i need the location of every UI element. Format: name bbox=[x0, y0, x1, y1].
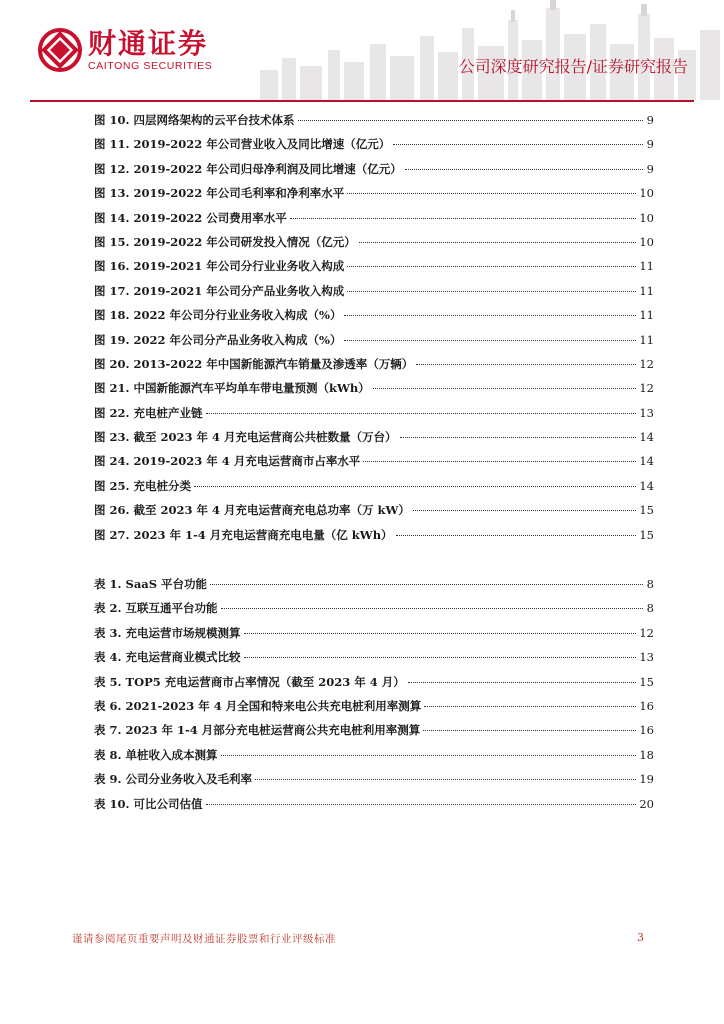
dot-leader bbox=[221, 755, 637, 756]
table-list bbox=[94, 576, 654, 820]
page-number: 3 bbox=[637, 931, 644, 944]
header-divider bbox=[30, 100, 694, 102]
table-toc-entry[interactable] bbox=[94, 747, 654, 771]
toc-entry-page: 9 bbox=[646, 161, 654, 176]
toc-entry-page: 14 bbox=[639, 454, 654, 469]
toc-entry-page: 16 bbox=[639, 698, 654, 713]
dot-leader bbox=[347, 193, 636, 194]
figure-toc-entry[interactable] bbox=[94, 478, 654, 502]
footer-disclaimer: 谨请参阅尾页重要声明及财通证券股票和行业评级标准 bbox=[72, 933, 336, 945]
figure-toc-entry[interactable] bbox=[94, 112, 654, 136]
dot-leader bbox=[344, 340, 636, 341]
table-toc-entry[interactable] bbox=[94, 625, 654, 649]
figure-toc-entry[interactable] bbox=[94, 527, 654, 551]
dot-leader bbox=[298, 120, 643, 121]
toc-entry-page: 15 bbox=[639, 674, 654, 689]
toc-entry-page: 11 bbox=[639, 332, 654, 347]
figure-toc-entry[interactable] bbox=[94, 429, 654, 453]
dot-leader bbox=[255, 779, 636, 780]
toc-entry-title: 图 14. 2019-2022 公司费用率水平 bbox=[94, 210, 287, 225]
report-type-label: 公司深度研究报告/证券研究报告 bbox=[458, 57, 688, 76]
toc-entry-title: 表 3. 充电运营市场规模测算 bbox=[94, 625, 241, 640]
dot-leader bbox=[373, 388, 637, 389]
toc-entry-page: 11 bbox=[639, 259, 654, 274]
toc-entry-title: 表 1. SaaS 平台功能 bbox=[94, 577, 208, 591]
figure-toc-entry[interactable] bbox=[94, 332, 654, 356]
toc-entry-page: 13 bbox=[639, 650, 654, 665]
dot-leader bbox=[290, 218, 637, 219]
toc-entry-title: 图 12. 2019-2022 年公司归母净利润及同比增速（亿元） bbox=[94, 161, 402, 176]
table-toc-entry[interactable] bbox=[94, 576, 654, 600]
table-toc-entry[interactable] bbox=[94, 796, 654, 820]
dot-leader bbox=[359, 242, 637, 243]
toc-entry-page: 14 bbox=[639, 430, 654, 445]
dot-leader bbox=[416, 364, 636, 365]
toc-entry-page: 16 bbox=[639, 723, 654, 738]
figure-toc-entry[interactable] bbox=[94, 405, 654, 429]
toc-entry-title: 图 18. 2022 年公司分行业业务收入构成（%） bbox=[94, 308, 342, 323]
dot-leader bbox=[424, 706, 636, 707]
toc-entry-title: 图 11. 2019-2022 年公司营业收入及同比增速（亿元） bbox=[94, 137, 391, 152]
toc-entry-title: 表 9. 公司分业务收入及毛利率 bbox=[94, 772, 253, 787]
dot-leader bbox=[210, 584, 643, 585]
company-logo bbox=[38, 28, 212, 72]
toc-entry-title: 图 10. 四层网络架构的云平台技术体系 bbox=[94, 113, 295, 127]
toc-entry-title: 表 5. TOP5 充电运营商市占率情况（截至 2023 年 4 月） bbox=[94, 674, 405, 689]
toc-entry-page: 8 bbox=[646, 601, 654, 616]
toc-entry-page: 8 bbox=[646, 577, 654, 591]
toc-entry-page: 15 bbox=[639, 503, 654, 518]
toc-entry-title: 图 19. 2022 年公司分产品业务收入构成（%） bbox=[94, 332, 342, 347]
city-skyline-watermark bbox=[250, 0, 724, 100]
dot-leader bbox=[194, 486, 636, 487]
table-toc-entry[interactable] bbox=[94, 649, 654, 673]
toc-entry-page: 11 bbox=[639, 283, 654, 298]
caitong-logo-icon bbox=[38, 28, 82, 72]
toc-entry-page: 9 bbox=[646, 113, 654, 127]
figure-toc-entry[interactable] bbox=[94, 161, 654, 185]
figure-toc-entry[interactable] bbox=[94, 136, 654, 160]
dot-leader bbox=[423, 730, 636, 731]
dot-leader bbox=[244, 633, 637, 634]
toc-entry-page: 14 bbox=[639, 478, 654, 493]
toc-entry-page: 9 bbox=[646, 137, 654, 152]
dot-leader bbox=[408, 682, 637, 683]
toc-entry-title: 表 10. 可比公司估值 bbox=[94, 796, 203, 811]
dot-leader bbox=[347, 291, 636, 292]
toc-entry-title: 表 7. 2023 年 1-4 月部分充电桩运营商公共充电桩利用率测算 bbox=[94, 723, 421, 738]
figure-toc-entry[interactable] bbox=[94, 234, 654, 258]
toc-entry-title: 图 20. 2013-2022 年中国新能源汽车销量及渗透率（万辆） bbox=[94, 356, 414, 371]
toc-entry-title: 图 24. 2019-2023 年 4 月充电运营商市占率水平 bbox=[94, 454, 361, 469]
toc-entry-title: 图 17. 2019-2021 年公司分产品业务收入构成 bbox=[94, 283, 345, 298]
toc-entry-page: 11 bbox=[639, 308, 654, 323]
toc-entry-title: 表 6. 2021-2023 年 4 月全国和特来电公共充电桩利用率测算 bbox=[94, 698, 422, 713]
toc-entry-title: 表 2. 互联互通平台功能 bbox=[94, 601, 218, 616]
toc-entry-title: 表 8. 单桩收入成本测算 bbox=[94, 747, 218, 762]
dot-leader bbox=[206, 413, 637, 414]
dot-leader bbox=[413, 510, 636, 511]
toc-entry-title: 图 21. 中国新能源汽车平均单车带电量预测（kWh） bbox=[94, 381, 370, 396]
dot-leader bbox=[396, 535, 637, 536]
logo-english-name: CAITONG SECURITIES bbox=[88, 59, 213, 72]
toc-entry-page: 18 bbox=[639, 747, 654, 762]
toc-entry-title: 图 13. 2019-2022 年公司毛利率和净利率水平 bbox=[94, 186, 345, 201]
toc-entry-title: 图 23. 截至 2023 年 4 月充电运营商公共桩数量（万台） bbox=[94, 430, 397, 445]
dot-leader bbox=[363, 461, 636, 462]
table-toc-entry[interactable] bbox=[94, 698, 654, 722]
toc-entry-title: 图 16. 2019-2021 年公司分行业业务收入构成 bbox=[94, 259, 345, 274]
dot-leader bbox=[400, 437, 637, 438]
toc-entry-page: 12 bbox=[639, 381, 654, 396]
dot-leader bbox=[405, 169, 643, 170]
dot-leader bbox=[344, 315, 636, 316]
toc-entry-title: 图 22. 充电桩产业链 bbox=[94, 405, 203, 420]
toc-entry-page: 10 bbox=[639, 234, 654, 249]
table-toc-entry[interactable] bbox=[94, 674, 654, 698]
table-toc-entry[interactable] bbox=[94, 600, 654, 624]
toc-entry-page: 12 bbox=[639, 356, 654, 371]
figure-toc-entry[interactable] bbox=[94, 307, 654, 331]
toc-entry-title: 图 25. 充电桩分类 bbox=[94, 478, 192, 493]
toc-entry-page: 15 bbox=[639, 527, 654, 542]
logo-chinese-name: 财通证券 bbox=[88, 26, 209, 60]
figure-toc-entry[interactable] bbox=[94, 453, 654, 477]
figure-toc-entry[interactable] bbox=[94, 185, 654, 209]
toc-entry-page: 19 bbox=[639, 772, 654, 787]
dot-leader bbox=[221, 608, 643, 609]
figure-toc-entry[interactable] bbox=[94, 283, 654, 307]
toc-entry-page: 10 bbox=[639, 210, 654, 225]
toc-entry-title: 图 15. 2019-2022 年公司研发投入情况（亿元） bbox=[94, 234, 356, 249]
figure-toc-entry[interactable] bbox=[94, 380, 654, 404]
figure-toc-entry[interactable] bbox=[94, 210, 654, 234]
toc-entry-page: 12 bbox=[639, 625, 654, 640]
toc-entry-title: 表 4. 充电运营商业模式比较 bbox=[94, 650, 241, 665]
table-toc-entry[interactable] bbox=[94, 722, 654, 746]
page-header bbox=[0, 0, 724, 104]
figure-toc-entry[interactable] bbox=[94, 356, 654, 380]
toc-entry-page: 20 bbox=[639, 796, 654, 811]
toc-entry-page: 10 bbox=[639, 186, 654, 201]
figure-toc-entry[interactable] bbox=[94, 258, 654, 282]
dot-leader bbox=[393, 144, 643, 145]
figure-toc-entry[interactable] bbox=[94, 502, 654, 526]
dot-leader bbox=[206, 804, 637, 805]
toc-entry-title: 图 26. 截至 2023 年 4 月充电运营商充电总功率（万 kW） bbox=[94, 503, 410, 518]
table-toc-entry[interactable] bbox=[94, 771, 654, 795]
dot-leader bbox=[244, 657, 637, 658]
figure-list bbox=[94, 112, 654, 551]
toc-entry-page: 13 bbox=[639, 405, 654, 420]
dot-leader bbox=[347, 266, 636, 267]
toc-entry-title: 图 27. 2023 年 1-4 月充电运营商充电电量（亿 kWh） bbox=[94, 527, 393, 542]
